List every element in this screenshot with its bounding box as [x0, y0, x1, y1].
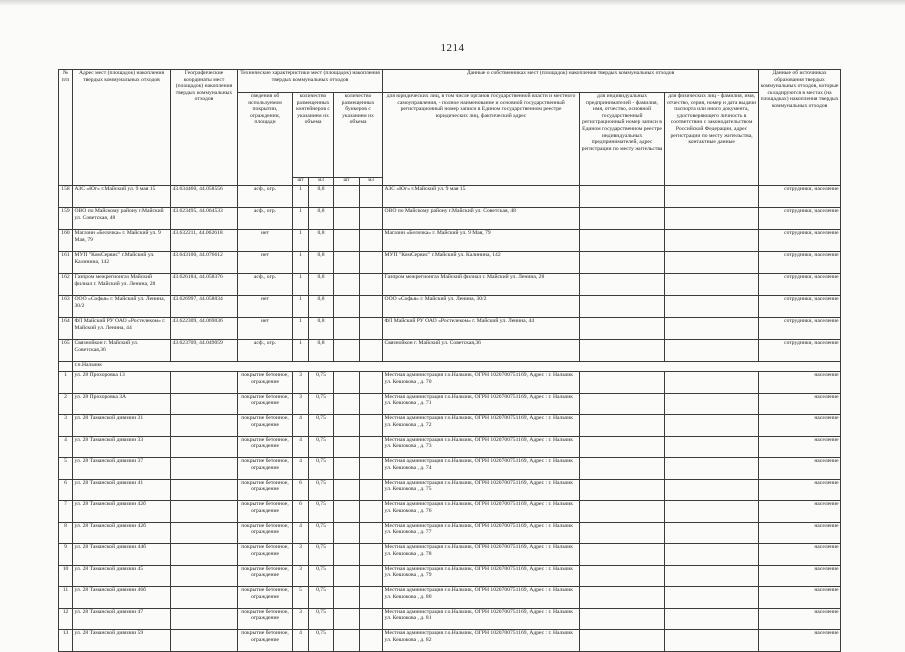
table-row: [59, 415, 841, 437]
row-sources: население: [759, 630, 841, 652]
row-owner-legal: Местная администрация г.о.Нальчик, ОГРН 1020700751169, Адрес : г. Нальчик ул. Кешокова , д. 77: [383, 522, 580, 544]
row-owner-legal: Связнойкон г. Майский ул. Советская,36: [383, 340, 580, 362]
row-address: ул. 28 Таманской дивизии 31: [73, 415, 171, 437]
row-number: 5: [59, 458, 73, 480]
row-number: 6: [59, 479, 73, 501]
row-owner-legal: Местная администрация г.о.Нальчик, ОГРН 1020700751169, Адрес : г. Нальчик ул. Кешокова , д. 71: [383, 393, 580, 415]
rows-block-b: [59, 372, 841, 652]
row-sources: сотрудники, население: [759, 186, 841, 208]
row-planned-count: [334, 608, 360, 630]
table-row: [59, 501, 841, 523]
row-planned-volume: [360, 608, 383, 630]
header-tech-cover: сведения об используемом покрытии, ограждении, площади: [238, 93, 293, 186]
header-unit-sht-2: шт: [334, 178, 360, 186]
header-unit-m3: м3: [309, 178, 334, 186]
row-container-count: 4: [293, 630, 309, 652]
row-cover: асф., огр.: [238, 340, 293, 362]
row-planned-volume: [360, 479, 383, 501]
row-address: ул. 28 Прохоровка 13: [73, 372, 171, 394]
row-coords: [171, 479, 238, 501]
row-planned-volume: [360, 415, 383, 437]
row-address: Магазин «Белочка» г. Майский ул. 9 Мая, 79: [73, 230, 171, 252]
row-owner-phys: [665, 522, 759, 544]
row-cover: покрытие бетонное, ограждение: [238, 608, 293, 630]
row-cover: покрытие бетонное, ограждение: [238, 501, 293, 523]
row-cover: покрытие бетонное, ограждение: [238, 630, 293, 652]
row-owner-ip: [580, 186, 665, 208]
row-number: 159: [59, 208, 73, 230]
row-planned-volume: [360, 630, 383, 652]
row-planned-volume: [360, 522, 383, 544]
section-title: г.п.Нальчик: [73, 362, 841, 372]
row-owner-legal: Местная администрация г.о.Нальчик, ОГРН 1020700751169, Адрес : г. Нальчик ул. Кешокова , д. 75: [383, 479, 580, 501]
row-container-volume: 0,75: [309, 436, 334, 458]
row-address: ул. 28 Таманской дивизии 46б: [73, 587, 171, 609]
row-container-count: 1: [293, 340, 309, 362]
row-number: 1: [59, 372, 73, 394]
row-owner-phys: [665, 252, 759, 274]
row-coords: [171, 501, 238, 523]
row-cover: нет: [238, 318, 293, 340]
row-coords: [171, 565, 238, 587]
row-owner-ip: [580, 501, 665, 523]
row-address: Связнойкон г. Майский ул. Советская,36: [73, 340, 171, 362]
row-planned-count: [334, 587, 360, 609]
row-container-volume: 0,75: [309, 501, 334, 523]
row-planned-count: [334, 372, 360, 394]
row-container-volume: 0,8: [309, 252, 334, 274]
row-coords: [171, 393, 238, 415]
row-owner-ip: [580, 296, 665, 318]
row-owner-legal: Местная администрация г.о.Нальчик, ОГРН 1020700751169, Адрес : г. Нальчик ул. Кешокова , д. 79: [383, 565, 580, 587]
row-sources: население: [759, 522, 841, 544]
row-container-volume: 0,75: [309, 608, 334, 630]
row-coords: [171, 458, 238, 480]
row-container-count: 3: [293, 372, 309, 394]
row-planned-count: [334, 630, 360, 652]
row-number: 163: [59, 296, 73, 318]
row-owner-ip: [580, 274, 665, 296]
row-planned-volume: [360, 208, 383, 230]
row-container-volume: 0,75: [309, 565, 334, 587]
row-container-volume: 0,75: [309, 587, 334, 609]
row-container-count: 5: [293, 587, 309, 609]
row-owner-legal: Местная администрация г.о.Нальчик, ОГРН 1020700751169, Адрес : г. Нальчик ул. Кешокова , д. 72: [383, 415, 580, 437]
table-row: [59, 252, 841, 274]
table-row: [59, 186, 841, 208]
row-address: ул. 28 Таманской дивизии 41: [73, 479, 171, 501]
row-coords: 43.623495, 44.064533: [171, 208, 238, 230]
row-address: ул. 28 Таманской дивизии 59: [73, 630, 171, 652]
row-address: ФЛ Майский РУ ОАО «Ростелеком» г. Майский ул. Ленина, 44: [73, 318, 171, 340]
row-planned-count: [334, 208, 360, 230]
row-address: ул. 28 Таманской дивизии 47: [73, 608, 171, 630]
row-planned-count: [334, 186, 360, 208]
row-container-volume: 0,75: [309, 393, 334, 415]
row-owner-phys: [665, 186, 759, 208]
row-container-count: 4: [293, 458, 309, 480]
row-planned-count: [334, 565, 360, 587]
row-sources: сотрудники, население: [759, 252, 841, 274]
row-owner-legal: Местная администрация г.о.Нальчик, ОГРН 1020700751169, Адрес : г. Нальчик ул. Кешокова , д. 70: [383, 372, 580, 394]
row-container-volume: 0,8: [309, 340, 334, 362]
row-address: ул. 28 Таманской дивизии 42б: [73, 501, 171, 523]
row-owner-ip: [580, 587, 665, 609]
row-owner-ip: [580, 393, 665, 415]
row-sources: население: [759, 587, 841, 609]
row-planned-volume: [360, 274, 383, 296]
row-number: 165: [59, 340, 73, 362]
row-owner-ip: [580, 565, 665, 587]
row-address: ул. 28 Таманской дивизии 42б: [73, 522, 171, 544]
header-address: Адрес мест (площадок) накопления твердых коммунальных отходов: [73, 70, 171, 186]
row-container-count: 3: [293, 544, 309, 566]
row-number: 13: [59, 630, 73, 652]
row-sources: население: [759, 501, 841, 523]
row-container-count: 3: [293, 608, 309, 630]
row-planned-count: [334, 274, 360, 296]
row-owner-legal: ООО «Софья» г. Майский ул. Ленина, 30/2: [383, 296, 580, 318]
row-number: 11: [59, 587, 73, 609]
row-sources: сотрудники, население: [759, 340, 841, 362]
table-row: [59, 393, 841, 415]
row-owner-ip: [580, 630, 665, 652]
row-sources: население: [759, 372, 841, 394]
row-container-count: 4: [293, 522, 309, 544]
row-owner-ip: [580, 208, 665, 230]
row-number: 161: [59, 252, 73, 274]
table-row: [59, 318, 841, 340]
row-owner-phys: [665, 458, 759, 480]
row-owner-ip: [580, 372, 665, 394]
row-address: АЗС «Юг» г.Майский ул. 9 мая 15: [73, 186, 171, 208]
row-planned-volume: [360, 372, 383, 394]
row-owner-phys: [665, 208, 759, 230]
row-planned-count: [334, 479, 360, 501]
row-owner-phys: [665, 372, 759, 394]
row-address: ул. 28 Таманской дивизии 45: [73, 565, 171, 587]
row-owner-phys: [665, 608, 759, 630]
row-owner-legal: МУП "КомСервис" г.Майский ул. Калинина, 142: [383, 252, 580, 274]
table-row: [59, 630, 841, 652]
table-row: [59, 208, 841, 230]
row-owner-ip: [580, 479, 665, 501]
row-owner-phys: [665, 501, 759, 523]
row-cover: асф., огр.: [238, 208, 293, 230]
row-container-volume: 0,8: [309, 274, 334, 296]
row-address: ул. 28 Таманской дивизии 33: [73, 436, 171, 458]
row-sources: население: [759, 479, 841, 501]
row-container-volume: 0,8: [309, 296, 334, 318]
header-unit-sht: шт: [293, 178, 309, 186]
row-owner-phys: [665, 393, 759, 415]
row-container-count: 4: [293, 436, 309, 458]
row-coords: 43.626184, 44.058376: [171, 274, 238, 296]
row-owner-ip: [580, 415, 665, 437]
row-number: 8: [59, 522, 73, 544]
header-tech-planned: количество размещенных бункеров с указанием их объема: [334, 93, 383, 178]
row-owner-legal: Местная администрация г.о.Нальчик, ОГРН 1020700751169, Адрес : г. Нальчик ул. Кешокова , д. 81: [383, 608, 580, 630]
table-row: [59, 296, 841, 318]
row-container-volume: 0,75: [309, 458, 334, 480]
row-sources: население: [759, 436, 841, 458]
row-number: 2: [59, 393, 73, 415]
row-planned-volume: [360, 501, 383, 523]
row-planned-count: [334, 252, 360, 274]
row-owner-phys: [665, 415, 759, 437]
table-row: [59, 230, 841, 252]
row-number: 12: [59, 608, 73, 630]
row-number: 7: [59, 501, 73, 523]
row-number: 158: [59, 186, 73, 208]
row-planned-count: [334, 393, 360, 415]
row-container-count: 4: [293, 415, 309, 437]
row-number: 10: [59, 565, 73, 587]
row-owner-legal: Местная администрация г.о.Нальчик, ОГРН 1020700751169, Адрес : г. Нальчик ул. Кешокова , д. 74: [383, 458, 580, 480]
row-address: ул. 28 Прохоровка 3А: [73, 393, 171, 415]
table-row: [59, 274, 841, 296]
row-sources: сотрудники, население: [759, 208, 841, 230]
row-address: Газпром межрегионгаз Майский филиал г. Майский ул. Ленина, 28: [73, 274, 171, 296]
row-owner-legal: ОВО по Майскому району г.Майский ул. Советская, 48: [383, 208, 580, 230]
row-number: 160: [59, 230, 73, 252]
row-address: ул. 28 Таманской дивизии 37: [73, 458, 171, 480]
row-planned-volume: [360, 436, 383, 458]
row-cover: нет: [238, 230, 293, 252]
row-address: ул. 28 Таманской дивизии 44б: [73, 544, 171, 566]
row-container-count: 1: [293, 274, 309, 296]
page-number: 1214: [440, 42, 465, 54]
row-owner-legal: Местная администрация г.о.Нальчик, ОГРН 1020700751169, Адрес : г. Нальчик ул. Кешокова , д. 80: [383, 587, 580, 609]
row-cover: покрытие бетонное, ограждение: [238, 522, 293, 544]
row-planned-volume: [360, 565, 383, 587]
row-owner-ip: [580, 458, 665, 480]
row-owner-phys: [665, 587, 759, 609]
row-cover: покрытие бетонное, ограждение: [238, 565, 293, 587]
row-coords: [171, 630, 238, 652]
row-cover: покрытие бетонное, ограждение: [238, 479, 293, 501]
row-coords: 43.623709, 44.049059: [171, 340, 238, 362]
row-sources: сотрудники, население: [759, 274, 841, 296]
table-row: [59, 565, 841, 587]
row-owner-phys: [665, 544, 759, 566]
row-owner-legal: Местная администрация г.о.Нальчик, ОГРН 1020700751169, Адрес : г. Нальчик ул. Кешокова , д. 73: [383, 436, 580, 458]
row-owner-phys: [665, 630, 759, 652]
row-planned-volume: [360, 186, 383, 208]
row-container-count: 1: [293, 230, 309, 252]
row-planned-volume: [360, 458, 383, 480]
row-cover: асф., огр.: [238, 186, 293, 208]
row-planned-volume: [360, 230, 383, 252]
table-row: [59, 522, 841, 544]
row-planned-count: [334, 522, 360, 544]
row-number: 3: [59, 415, 73, 437]
row-coords: [171, 415, 238, 437]
row-cover: покрытие бетонное, ограждение: [238, 436, 293, 458]
row-owner-phys: [665, 340, 759, 362]
row-planned-volume: [360, 587, 383, 609]
row-container-volume: 0,75: [309, 630, 334, 652]
row-coords: 43.643100, 44.076612: [171, 252, 238, 274]
scan-edge: [0, 0, 905, 6]
row-owner-ip: [580, 608, 665, 630]
row-sources: население: [759, 608, 841, 630]
row-container-volume: 0,75: [309, 479, 334, 501]
row-coords: 43.632211, 44.062618: [171, 230, 238, 252]
row-owner-legal: АЗС «Юг» г.Майский ул. 9 мая 15: [383, 186, 580, 208]
row-sources: население: [759, 415, 841, 437]
row-container-count: 3: [293, 565, 309, 587]
row-address: МУП "КомСервис" г.Майский ул. Калинина, 142: [73, 252, 171, 274]
row-container-count: 1: [293, 186, 309, 208]
row-cover: покрытие бетонное, ограждение: [238, 415, 293, 437]
row-container-volume: 0,8: [309, 318, 334, 340]
row-owner-phys: [665, 479, 759, 501]
row-sources: сотрудники, население: [759, 296, 841, 318]
row-planned-volume: [360, 393, 383, 415]
row-container-volume: 0,8: [309, 208, 334, 230]
row-sources: сотрудники, население: [759, 318, 841, 340]
row-container-count: 6: [293, 479, 309, 501]
row-owner-phys: [665, 436, 759, 458]
row-owner-ip: [580, 318, 665, 340]
row-sources: сотрудники, население: [759, 230, 841, 252]
row-cover: асф., огр.: [238, 274, 293, 296]
row-coords: 43.626997, 44.058034: [171, 296, 238, 318]
row-planned-count: [334, 230, 360, 252]
header-tech: Технические характеристики мест (площадок) накопления твердых коммунальных отходов: [238, 70, 383, 93]
row-coords: [171, 608, 238, 630]
header-unit-m3-2: м3: [360, 178, 383, 186]
row-planned-count: [334, 544, 360, 566]
row-planned-count: [334, 296, 360, 318]
row-number: 162: [59, 274, 73, 296]
registry-table: [58, 69, 841, 652]
row-owner-phys: [665, 565, 759, 587]
row-container-count: 1: [293, 296, 309, 318]
row-sources: население: [759, 544, 841, 566]
table-row: [59, 587, 841, 609]
row-container-volume: 0,8: [309, 230, 334, 252]
row-owner-ip: [580, 340, 665, 362]
row-coords: [171, 587, 238, 609]
table-row: [59, 544, 841, 566]
row-sources: население: [759, 393, 841, 415]
row-owner-phys: [665, 274, 759, 296]
row-planned-count: [334, 340, 360, 362]
row-sources: население: [759, 565, 841, 587]
row-owner-ip: [580, 436, 665, 458]
row-cover: покрытие бетонное, ограждение: [238, 458, 293, 480]
header-sources: Данные об источниках образования твердых коммунальных отходов, которые складируются в местах (на площадках) накопления твердых коммунальных отходов: [759, 70, 841, 186]
row-planned-count: [334, 501, 360, 523]
row-owner-ip: [580, 230, 665, 252]
row-coords: [171, 544, 238, 566]
row-number: 4: [59, 436, 73, 458]
header-owners-phys: для физических лиц - фамилия, имя, отчество, серия, номер и дата выдачи паспорта или иного документа, удостоверяющего личность в соответствии с законодательством Российской Федерации, адрес регистрации по месту жительства, контактные данные: [665, 93, 759, 186]
row-cover: покрытие бетонное, ограждение: [238, 544, 293, 566]
row-address: ОВО по Майскому району г.Майский ул. Советская, 48: [73, 208, 171, 230]
row-number: 164: [59, 318, 73, 340]
row-owner-ip: [580, 252, 665, 274]
row-container-volume: 0,75: [309, 544, 334, 566]
row-container-volume: 0,75: [309, 372, 334, 394]
row-container-count: 3: [293, 393, 309, 415]
row-owner-phys: [665, 230, 759, 252]
row-planned-volume: [360, 318, 383, 340]
table-row: [59, 608, 841, 630]
table-row: [59, 436, 841, 458]
row-cover: покрытие бетонное, ограждение: [238, 393, 293, 415]
row-container-volume: 0,75: [309, 415, 334, 437]
row-owner-legal: Местная администрация г.о.Нальчик, ОГРН 1020700751169, Адрес : г. Нальчик ул. Кешокова , д. 76: [383, 501, 580, 523]
row-cover: нет: [238, 296, 293, 318]
header-tech-count: количество размещенных контейнеров с указанием их объема: [293, 93, 334, 178]
row-container-volume: 0,8: [309, 186, 334, 208]
row-planned-volume: [360, 296, 383, 318]
row-coords: 43.622309, 44.069036: [171, 318, 238, 340]
row-owner-legal: Местная администрация г.о.Нальчик, ОГРН 1020700751169, Адрес : г. Нальчик ул. Кешокова , д. 78: [383, 544, 580, 566]
row-planned-count: [334, 415, 360, 437]
row-owner-phys: [665, 318, 759, 340]
row-coords: 43.634460, 44.058556: [171, 186, 238, 208]
row-owner-ip: [580, 544, 665, 566]
row-planned-volume: [360, 252, 383, 274]
rows-block-a: [59, 186, 841, 362]
row-container-volume: 0,75: [309, 522, 334, 544]
row-sources: население: [759, 458, 841, 480]
row-cover: покрытие бетонное, ограждение: [238, 587, 293, 609]
row-container-count: 1: [293, 252, 309, 274]
table-row: [59, 479, 841, 501]
row-planned-volume: [360, 340, 383, 362]
row-container-count: 1: [293, 208, 309, 230]
row-cover: нет: [238, 252, 293, 274]
row-planned-volume: [360, 544, 383, 566]
row-number: 9: [59, 544, 73, 566]
row-planned-count: [334, 436, 360, 458]
row-owner-phys: [665, 296, 759, 318]
row-coords: [171, 372, 238, 394]
row-owner-ip: [580, 522, 665, 544]
row-container-count: 6: [293, 501, 309, 523]
row-owner-legal: ФЛ Майский РУ ОАО «Ростелеком» г. Майский ул. Ленина, 44: [383, 318, 580, 340]
table-row: [59, 458, 841, 480]
table-row: [59, 340, 841, 362]
row-cover: покрытие бетонное, ограждение: [238, 372, 293, 394]
header-owners-legal: для юридических лиц, в том числе органов государственной власти и местного самоуправления, - полное наименование и основной государственный регистрационный номер записи в Едином государственном реестре юридических лиц, фактический адрес: [383, 93, 580, 186]
row-container-count: 1: [293, 318, 309, 340]
row-address: ООО «Софья» г. Майский ул. Ленина, 30/2: [73, 296, 171, 318]
header-owners: Данные о собственниках мест (площадок) накопления твердых коммунальных отходов: [383, 70, 759, 93]
row-owner-legal: Газпром межрегионгаз Майский филиал г. Майский ул. Ленина, 28: [383, 274, 580, 296]
header-coords: Географические координаты мест (площадок) накопления твердых коммунальных отходов: [171, 70, 238, 186]
header-owners-ip: для индивидуальных предпринимателей - фамилия, имя, отчество, основной государственный регистрационный номер записи в Едином государственном реестре индивидуальных предпринимателей, адрес регистрации по месту жительства: [580, 93, 665, 186]
row-coords: [171, 436, 238, 458]
row-owner-legal: Местная администрация г.о.Нальчик, ОГРН 1020700751169, Адрес : г. Нальчик ул. Кешокова , д. 82: [383, 630, 580, 652]
table-row: [59, 372, 841, 394]
row-owner-legal: Магазин «Белочка» г. Майский ул. 9 Мая, 79: [383, 230, 580, 252]
row-planned-count: [334, 458, 360, 480]
row-planned-count: [334, 318, 360, 340]
row-coords: [171, 522, 238, 544]
header-num: № п/п: [59, 70, 73, 186]
